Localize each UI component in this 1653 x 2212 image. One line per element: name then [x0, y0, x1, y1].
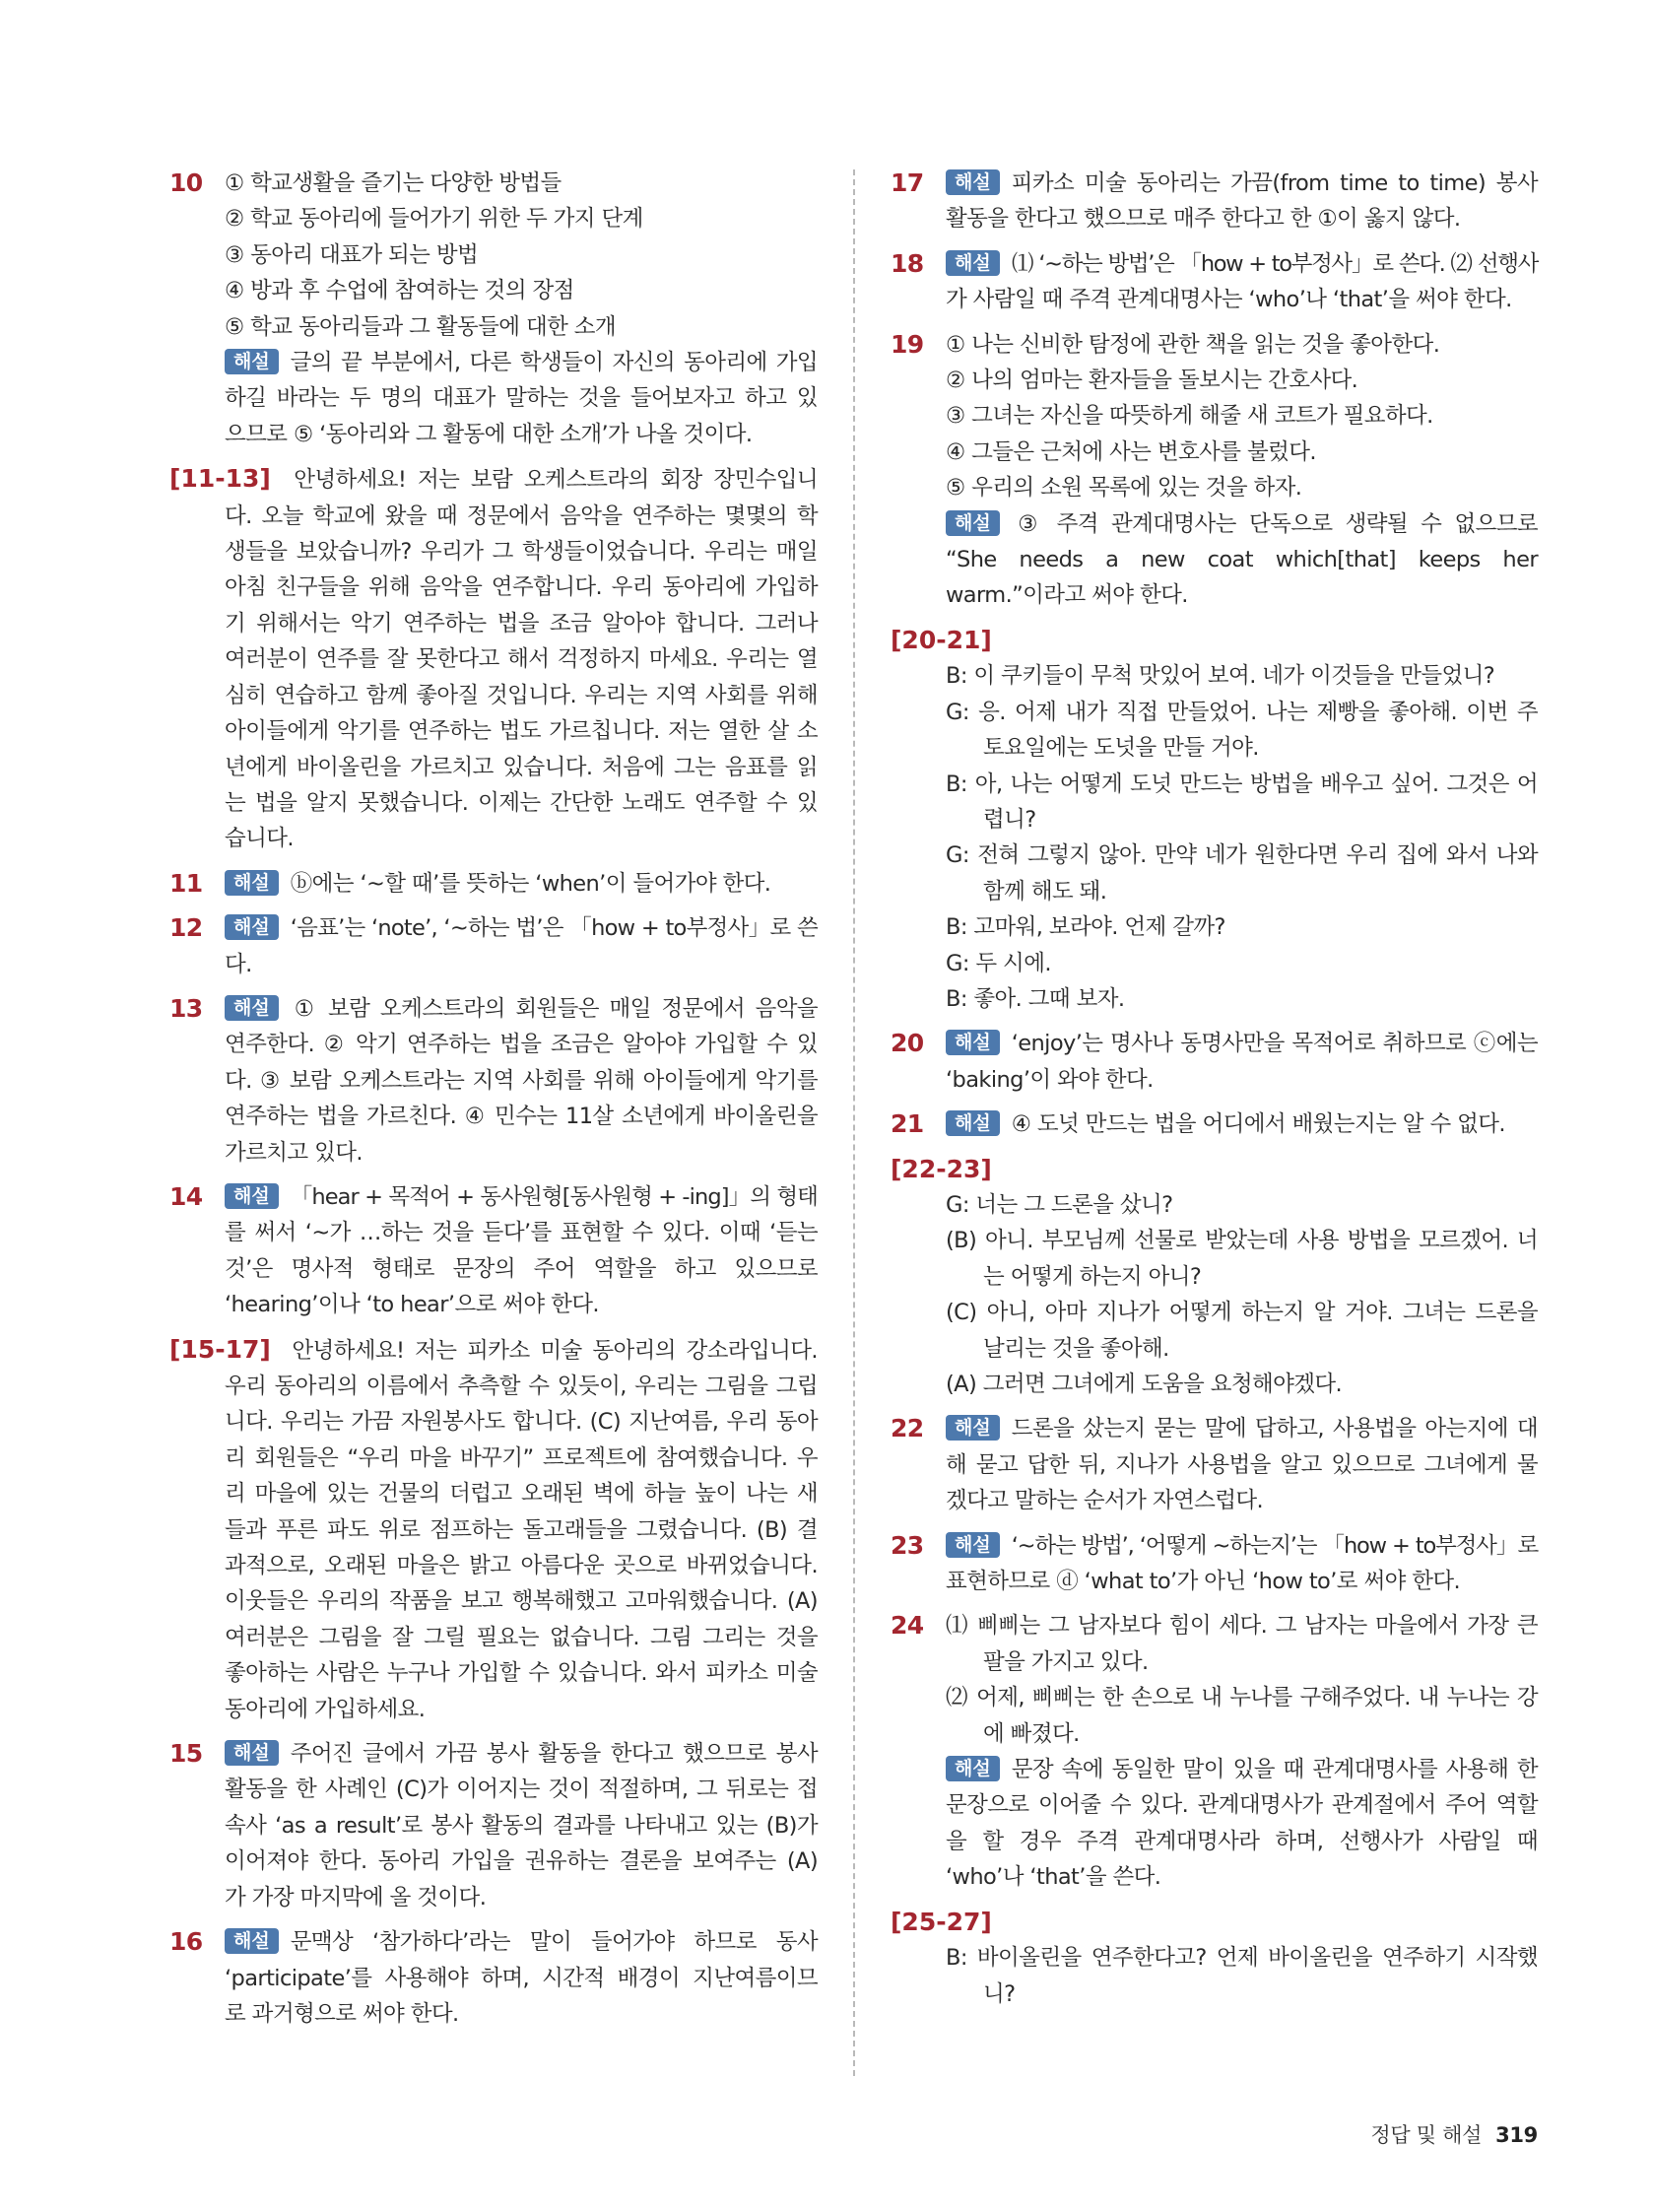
explanation-line: 활동을 한 사례인 (C)가 이어지는 것이 적절하며, 그 뒤로는 접: [225, 1776, 818, 1803]
passage-line: 는 법을 알지 못했습니다. 이제는 간단한 노래도 연주할 수 있: [225, 789, 818, 816]
dialog-line: G: 너는 그 드론을 샀니?: [946, 1191, 1173, 1218]
passage-line: 리 회원들은 “우리 마을 바꾸기” 프로젝트에 참여했습니다. 우: [225, 1444, 818, 1471]
q22: [891, 1411, 1538, 1518]
q23: [891, 1528, 1538, 1600]
explanation-badge: 해설: [225, 995, 279, 1021]
q18: [891, 246, 1538, 318]
passage-line: 니다. 우리는 가끔 자원봉사도 합니다. (C) 지난여름, 우리 동아: [225, 1409, 818, 1436]
passage-line: 과적으로, 오래된 마을은 밝고 아름다운 곳으로 바뀌었습니다.: [225, 1553, 818, 1579]
section-title: [11-13]: [169, 464, 271, 494]
question-number: 19: [891, 329, 924, 359]
explanation-badge: 해설: [946, 510, 1000, 536]
dialog-line: 렵니?: [983, 806, 1036, 833]
explanation-line: 을 할 경우 주격 관계대명사라 하며, 선행사가 사람일 때: [946, 1828, 1538, 1854]
explanation-line: 가르치고 있다.: [225, 1139, 363, 1166]
dialog-line: 니?: [983, 1980, 1016, 2007]
explanation-line: 다.: [225, 951, 252, 977]
dialog-line: B: 이 쿠키들이 무척 맛있어 보여. 네가 이것들을 만들었니?: [946, 663, 1495, 690]
option: ④ 그들은 근처에 사는 변호사를 불렀다.: [946, 438, 1316, 465]
explanation-line: 이어져야 한다. 동아리 가입을 권유하는 결론을 보여주는 (A): [225, 1848, 818, 1875]
dialog-22-23: [891, 1152, 1538, 1403]
dialog-line: 토요일에는 도넛을 만들 거야.: [983, 735, 1259, 762]
dialog-line: G: 전혀 그렇지 않아. 만약 네가 원한다면 우리 집에 와서 나와: [946, 842, 1538, 869]
explanation-line: 해설 ‘~하는 방법’, ‘어떻게 ~하는지’는 「how + to부정사」로: [946, 1528, 1538, 1564]
passage-line: 이웃들은 우리의 작품을 보고 행복해했고 고마워했습니다. (A): [225, 1588, 818, 1615]
explanation-line: 표현하므로 ⓓ ‘what to’가 아닌 ‘how to’로 써야 한다.: [946, 1569, 1461, 1595]
dialog-line: 는 어떻게 하는지 아니?: [983, 1263, 1202, 1290]
dialog-line: (A) 그러면 그녀에게 도움을 요청해야겠다.: [946, 1372, 1343, 1397]
passage-line: 동아리에 가입하세요.: [225, 1696, 426, 1722]
explanation-line: ‘baking’이 와야 한다.: [946, 1066, 1154, 1093]
section-title: [15-17]: [169, 1334, 271, 1364]
dialog-25-27: [891, 1905, 1538, 2012]
answer-line: ⑴ 삐삐는 그 남자보다 힘이 세다. 그 남자는 마을에서 가장 큰: [946, 1613, 1538, 1640]
q17: [891, 166, 1538, 237]
explanation-line: 해설 ① 보람 오케스트라의 회원들은 매일 정문에서 음악을: [225, 991, 818, 1027]
option: ① 나는 신비한 탐정에 관한 책을 읽는 것을 좋아한다.: [946, 331, 1440, 358]
explanation-badge: 해설: [225, 870, 279, 896]
passage-line: 우리 동아리의 이름에서 추측할 수 있듯이, 우리는 그림을 그립: [225, 1374, 818, 1399]
explanation-badge: 해설: [225, 1183, 279, 1209]
explanation-line: 해 묻고 답한 뒤, 지나가 사용법을 알고 있으므로 그녀에게 물: [946, 1451, 1538, 1478]
explanation-badge: 해설: [946, 1030, 1000, 1055]
explanation-line: 겠다고 말하는 순서가 자연스럽다.: [946, 1488, 1264, 1514]
left-column: [169, 166, 818, 2041]
question-number: 17: [891, 168, 924, 197]
explanation-badge: 해설: [225, 349, 279, 374]
answer-line: 에 빠졌다.: [983, 1720, 1080, 1747]
question-number: 13: [169, 993, 203, 1023]
passage-15-17: [169, 1332, 818, 1727]
question-number: 23: [891, 1530, 924, 1560]
column-divider: [853, 169, 855, 2076]
explanation-line: 해설 문장 속에 동일한 말이 있을 때 관계대명사를 사용해 한: [946, 1752, 1538, 1787]
section-title: [20-21]: [891, 625, 992, 654]
dialog-line: B: 좋아. 그때 보자.: [946, 985, 1125, 1012]
explanation-line: 해설 ③ 주격 관계대명사는 단독으로 생략될 수 없으므로: [946, 506, 1538, 542]
question-number: 14: [169, 1181, 203, 1211]
dialog-line: B: 바이올린을 연주한다고? 언제 바이올린을 연주하기 시작했: [946, 1945, 1538, 1972]
explanation-line: 활동을 한다고 했으므로 매주 한다고 한 ①이 옳지 않다.: [946, 206, 1461, 233]
option: ② 나의 엄마는 환자들을 돌보시는 간호사다.: [946, 368, 1358, 394]
q20: [891, 1026, 1538, 1098]
passage-first-line: [15-17] 안녕하세요! 저는 피카소 미술 동아리의 강소라입니다.: [169, 1334, 818, 1364]
q10: [169, 166, 818, 452]
dialog-line: B: 아, 나는 어떻게 도넛 만드는 방법을 배우고 싶어. 그것은 어: [946, 771, 1538, 797]
explanation-line: 해설 주어진 글에서 가끔 봉사 활동을 한다고 했으므로 봉사: [225, 1736, 818, 1772]
explanation-line: 해설 ④ 도넛 만드는 법을 어디에서 배웠는지는 알 수 없다.: [946, 1106, 1538, 1142]
option: ⑤ 우리의 소원 목록에 있는 것을 하자.: [946, 475, 1302, 502]
page-footer: [1370, 2119, 1538, 2149]
explanation-badge: 해설: [946, 1415, 1000, 1441]
explanation-badge: 해설: [946, 250, 1000, 276]
q14: [169, 1179, 818, 1323]
passage-line: 좋아하는 사람은 누구나 가입할 수 있습니다. 와서 피카소 미술: [225, 1660, 818, 1687]
q19: [891, 327, 1538, 614]
right-column: [891, 166, 1538, 2021]
answer-line: 팔을 가지고 있다.: [983, 1648, 1149, 1675]
explanation-badge: 해설: [225, 1740, 279, 1766]
explanation-line: 속사 ‘as a result’로 봉사 활동의 결과를 나타내고 있는 (B)가: [225, 1812, 818, 1839]
option: ③ 동아리 대표가 되는 방법: [225, 241, 479, 268]
question-number: 21: [891, 1109, 924, 1139]
explanation-line: 연주하는 법을 가르친다. ④ 민수는 11살 소년에게 바이올린을: [225, 1104, 818, 1130]
explanation-line: 해설 ‘enjoy’는 명사나 동명사만을 목적어로 취하므로 ⓒ에는: [946, 1026, 1538, 1061]
passage-line: 기 위해서는 악기 연주하는 법을 조금 알아야 합니다. 그러나: [225, 610, 818, 637]
option: ③ 그녀는 자신을 따뜻하게 해줄 새 코트가 필요하다.: [946, 403, 1433, 430]
passage-line: 여러분은 그림을 잘 그릴 필요는 없습니다. 그림 그리는 것을: [225, 1624, 818, 1650]
explanation-line: 해설 ⑴ ‘~하는 방법’은 「how + to부정사」로 쓴다. ⑵ 선행사: [946, 246, 1538, 282]
section-title: [25-27]: [891, 1907, 992, 1936]
explanation-line: 다. ③ 보람 오케스트라는 지역 사회를 위해 아이들에게 악기를: [225, 1067, 818, 1094]
q13: [169, 991, 818, 1171]
question-number: 24: [891, 1611, 924, 1641]
explanation-line: 해설 ‘음표’는 ‘note’, ‘~하는 법’은 「how + to부정사」로 쓴: [225, 910, 818, 946]
passage-line: 심히 연습하고 함께 좋아질 것입니다. 우리는 지역 사회를 위해: [225, 682, 818, 708]
passage-line: 아침 친구들을 위해 음악을 연주합니다. 우리 동아리에 가입하: [225, 574, 818, 601]
q11: [169, 866, 818, 902]
explanation-line: 해설 문맥상 ‘참가하다’라는 말이 들어가야 하므로 동사: [225, 1924, 818, 1960]
q24: [891, 1608, 1538, 1895]
explanation-line: 가 가장 마지막에 올 것이다.: [225, 1884, 487, 1910]
option: ② 학교 동아리에 들어가기 위한 두 가지 단계: [225, 206, 643, 233]
explanation-line: 해설 ⓑ에는 ‘~할 때’를 뜻하는 ‘when’이 들어가야 한다.: [225, 866, 818, 902]
explanation-line: warm.”이라고 써야 한다.: [946, 582, 1188, 609]
passage-line: 리 마을에 있는 건물의 더럽고 오래된 벽에 하늘 높이 나는 새: [225, 1481, 818, 1508]
explanation-badge: 해설: [946, 1110, 1000, 1136]
passage-line: 아이들에게 악기를 연주하는 법도 가르칩니다. 저는 열한 살 소: [225, 718, 818, 745]
explanation-line: 로 과거형으로 써야 한다.: [225, 2000, 459, 2027]
explanation-line: 연주한다. ② 악기 연주하는 법을 조금은 알아야 가입할 수 있: [225, 1032, 818, 1058]
dialog-20-21: [891, 623, 1538, 1017]
explanation-line: “She needs a new coat which[that] keeps her: [946, 547, 1538, 573]
question-number: 12: [169, 913, 203, 943]
explanation-line: ‘hearing’이나 ‘to hear’으로 써야 한다.: [225, 1292, 599, 1318]
passage-line: 년에게 바이올린을 가르치고 있습니다. 처음에 그는 음표를 읽: [225, 754, 818, 780]
dialog-line: 날리는 것을 좋아해.: [983, 1335, 1169, 1362]
q12: [169, 910, 818, 982]
option: ① 학교생활을 즐기는 다양한 방법들: [225, 170, 562, 196]
footer-label: 정답 및 해설: [1370, 2123, 1483, 2147]
page-number: 319: [1495, 2123, 1538, 2147]
question-number: 11: [169, 868, 203, 898]
option: ⑤ 학교 동아리들과 그 활동들에 대한 소개: [225, 313, 617, 340]
passage-11-13: [169, 461, 818, 856]
explanation-line: 해설 피카소 미술 동아리는 가끔(from time to time) 봉사: [946, 166, 1538, 201]
dialog-line: B: 고마워, 보라야. 언제 갈까?: [946, 914, 1225, 941]
explanation-badge: 해설: [225, 1928, 279, 1954]
q16: [169, 1924, 818, 2032]
explanation-badge: 해설: [946, 1756, 1000, 1781]
section-title: [22-23]: [891, 1154, 992, 1183]
passage-line: 여러분이 연주를 잘 못한다고 해서 걱정하지 마세요. 우리는 열: [225, 646, 818, 673]
option: ④ 방과 후 수업에 참여하는 것의 장점: [225, 278, 574, 304]
explanation-line: 으므로 ⑤ ‘동아리와 그 활동에 대한 소개’가 나올 것이다.: [225, 421, 753, 447]
explanation-line: 를 써서 ‘~가 …하는 것을 듣다’를 표현할 수 있다. 이때 ‘듣는: [225, 1220, 818, 1246]
passage-line: 습니다.: [225, 826, 294, 852]
question-number: 10: [169, 168, 203, 197]
explanation-badge: 해설: [946, 1532, 1000, 1558]
passage-line: 들과 푸른 파도 위로 점프하는 돌고래들을 그렸습니다. (B) 결: [225, 1516, 818, 1543]
question-number: 20: [891, 1029, 924, 1058]
explanation-line: 해설 글의 끝 부분에서, 다른 학생들이 자신의 동아리에 가입: [225, 345, 818, 380]
explanation-line: ‘who’나 ‘that’을 쓴다.: [946, 1864, 1161, 1891]
dialog-line: 함께 해도 돼.: [983, 878, 1107, 905]
question-number: 22: [891, 1414, 924, 1443]
passage-first-line: [11-13] 안녕하세요! 저는 보람 오케스트라의 회장 장민수입니: [169, 464, 818, 494]
explanation-line: 하길 바라는 두 명의 대표가 말하는 것을 들어보자고 하고 있: [225, 385, 818, 412]
passage-line: 다. 오늘 학교에 왔을 때 정문에서 음악을 연주하는 몇몇의 학: [225, 503, 818, 529]
explanation-line: 문장으로 이어줄 수 있다. 관계대명사가 관계절에서 주어 역할: [946, 1792, 1538, 1819]
dialog-line: (B) 아니. 부모님께 선물로 받았는데 사용 방법을 모르겠어. 너: [946, 1228, 1538, 1254]
dialog-line: G: 두 시에.: [946, 950, 1051, 976]
question-number: 16: [169, 1927, 203, 1957]
explanation-badge: 해설: [225, 914, 279, 940]
passage-line: 생들을 보았습니까? 우리가 그 학생들이었습니다. 우리는 매일: [225, 539, 818, 566]
explanation-line: 해설 드론을 샀는지 묻는 말에 답하고, 사용법을 아는지에 대: [946, 1411, 1538, 1446]
q21: [891, 1106, 1538, 1142]
dialog-line: (C) 아니, 아마 지나가 어떻게 하는지 알 거야. 그녀는 드론을: [946, 1300, 1538, 1326]
dialog-line: G: 응. 어제 내가 직접 만들었어. 나는 제빵을 좋아해. 이번 주: [946, 699, 1538, 725]
explanation-line: ‘participate’를 사용해야 하며, 시간적 배경이 지난여름이므: [225, 1965, 818, 1991]
explanation-badge: 해설: [946, 169, 1000, 195]
answer-line: ⑵ 어제, 삐삐는 한 손으로 내 누나를 구해주었다. 내 누나는 강: [946, 1685, 1538, 1711]
question-number: 15: [169, 1739, 203, 1769]
explanation-line: 해설 「hear + 목적어 + 동사원형[동사원형 + -ing]」의 형태: [225, 1179, 818, 1215]
explanation-line: 가 사람일 때 주격 관계대명사는 ‘who’나 ‘that’을 써야 한다.: [946, 287, 1512, 313]
question-number: 18: [891, 248, 924, 278]
q15: [169, 1736, 818, 1915]
explanation-line: 것’은 명사적 형태로 문장의 주어 역할을 하고 있으므로: [225, 1255, 818, 1282]
